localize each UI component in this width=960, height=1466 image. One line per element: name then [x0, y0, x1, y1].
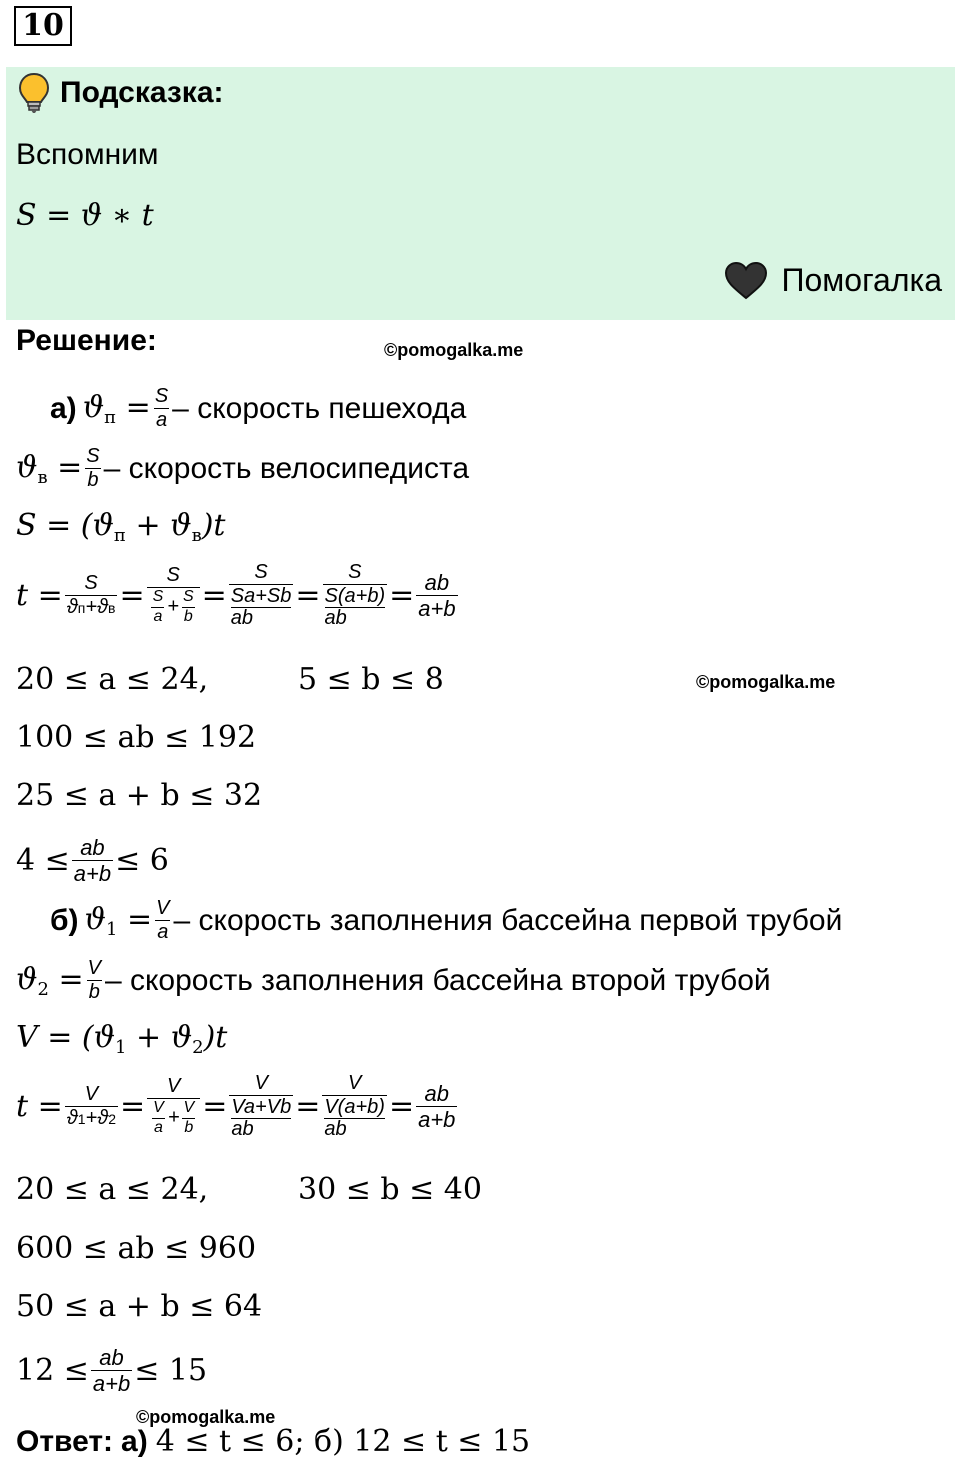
watermark: ©pomogalka.me — [384, 340, 524, 360]
solution-title: Решение: — [16, 324, 157, 357]
part-a-label: а) — [50, 391, 77, 425]
range-a-2: 20 ≤ a ≤ 24, — [16, 1172, 209, 1207]
volume-eq-b: $V = (ϑ_1 + ϑ_2)t$ — [16, 1020, 228, 1058]
velocity-bike: $ϑ_в$ = $\frac{S}{b}$ – скорость велосипедиста — [16, 445, 470, 491]
watermark-2: ©pomogalka.me — [696, 672, 836, 692]
range-ab-b: 600 ≤ ab ≤ 960 — [16, 1231, 257, 1266]
range-t-b: 12 ≤ $\frac{ab}{a+b}$ ≤ 15 — [16, 1345, 208, 1397]
answer-line — [16, 1424, 530, 1459]
hint-title: Подсказка: — [60, 76, 224, 109]
answer-a-label: а) — [121, 1424, 148, 1458]
range-a-1: 20 ≤ a ≤ 24, — [16, 662, 209, 697]
lightbulb-icon — [18, 72, 50, 114]
range-sum-b: 50 ≤ a + b ≤ 64 — [16, 1289, 263, 1324]
part-b-label: б) — [50, 903, 79, 937]
time-derivation-a: t = $\frac{S}{ϑп+ϑв}$ = S $\frac{S}{a}$ + $\frac{S}{b}$ = S Sa+Sb ab = S S(a+b) ab = $\frac{ab}{a+b}$ — [16, 561, 456, 629]
problem-number: 10 — [14, 6, 72, 46]
answer-text: 4 ≤ t ≤ 6; б) 12 ≤ t ≤ 15 — [155, 1424, 531, 1459]
v-ped-text: – скорость пешехода — [172, 391, 467, 425]
watermark-3: ©pomogalka.me — [136, 1407, 276, 1427]
range-sum-a: 25 ≤ a + b ≤ 32 — [16, 778, 263, 813]
range-b-2: 30 ≤ b ≤ 40 — [298, 1172, 482, 1207]
hint-text: Вспомним — [16, 138, 159, 171]
range-b-1: 5 ≤ b ≤ 8 — [298, 662, 444, 697]
velocity-pipe-2: $ϑ_2$ = $\frac{V}{b}$ – скорость заполнения бассейна второй трубой — [16, 957, 771, 1003]
v-bike-text: – скорость велосипедиста — [103, 451, 470, 485]
v1-text: – скорость заполнения бассейна первой трубой — [173, 903, 843, 937]
velocity-pipe-1: б) $ϑ_1$ = $\frac{V}{a}$ – скорость заполнения бассейна первой трубой — [50, 897, 843, 943]
time-derivation-b: t = $\frac{V}{ϑ1+ϑ2}$ = V $\frac{V}{a}$ + $\frac{V}{b}$ = V Va+Vb ab = V V(a+b) ab = $\frac{ab}{a+b}$ — [16, 1072, 456, 1140]
answer-label: Ответ: — [16, 1424, 114, 1458]
range-ab-a: 100 ≤ ab ≤ 192 — [16, 720, 257, 755]
heart-icon — [724, 262, 768, 300]
distance-eq-a: $S = (ϑ_п + ϑ_в)t$ — [16, 508, 226, 546]
hint-formula: S = ϑ ∗ t — [16, 198, 154, 233]
v2-text: – скорость заполнения бассейна второй трубой — [104, 963, 771, 997]
velocity-pedestrian: а) $ϑ_п$ = $\frac{S}{a}$ – скорость пешехода — [50, 385, 467, 431]
brand-label: Помогалка — [781, 262, 942, 298]
range-t-a: 4 ≤ $\frac{ab}{a+b}$ ≤ 6 — [16, 835, 169, 887]
